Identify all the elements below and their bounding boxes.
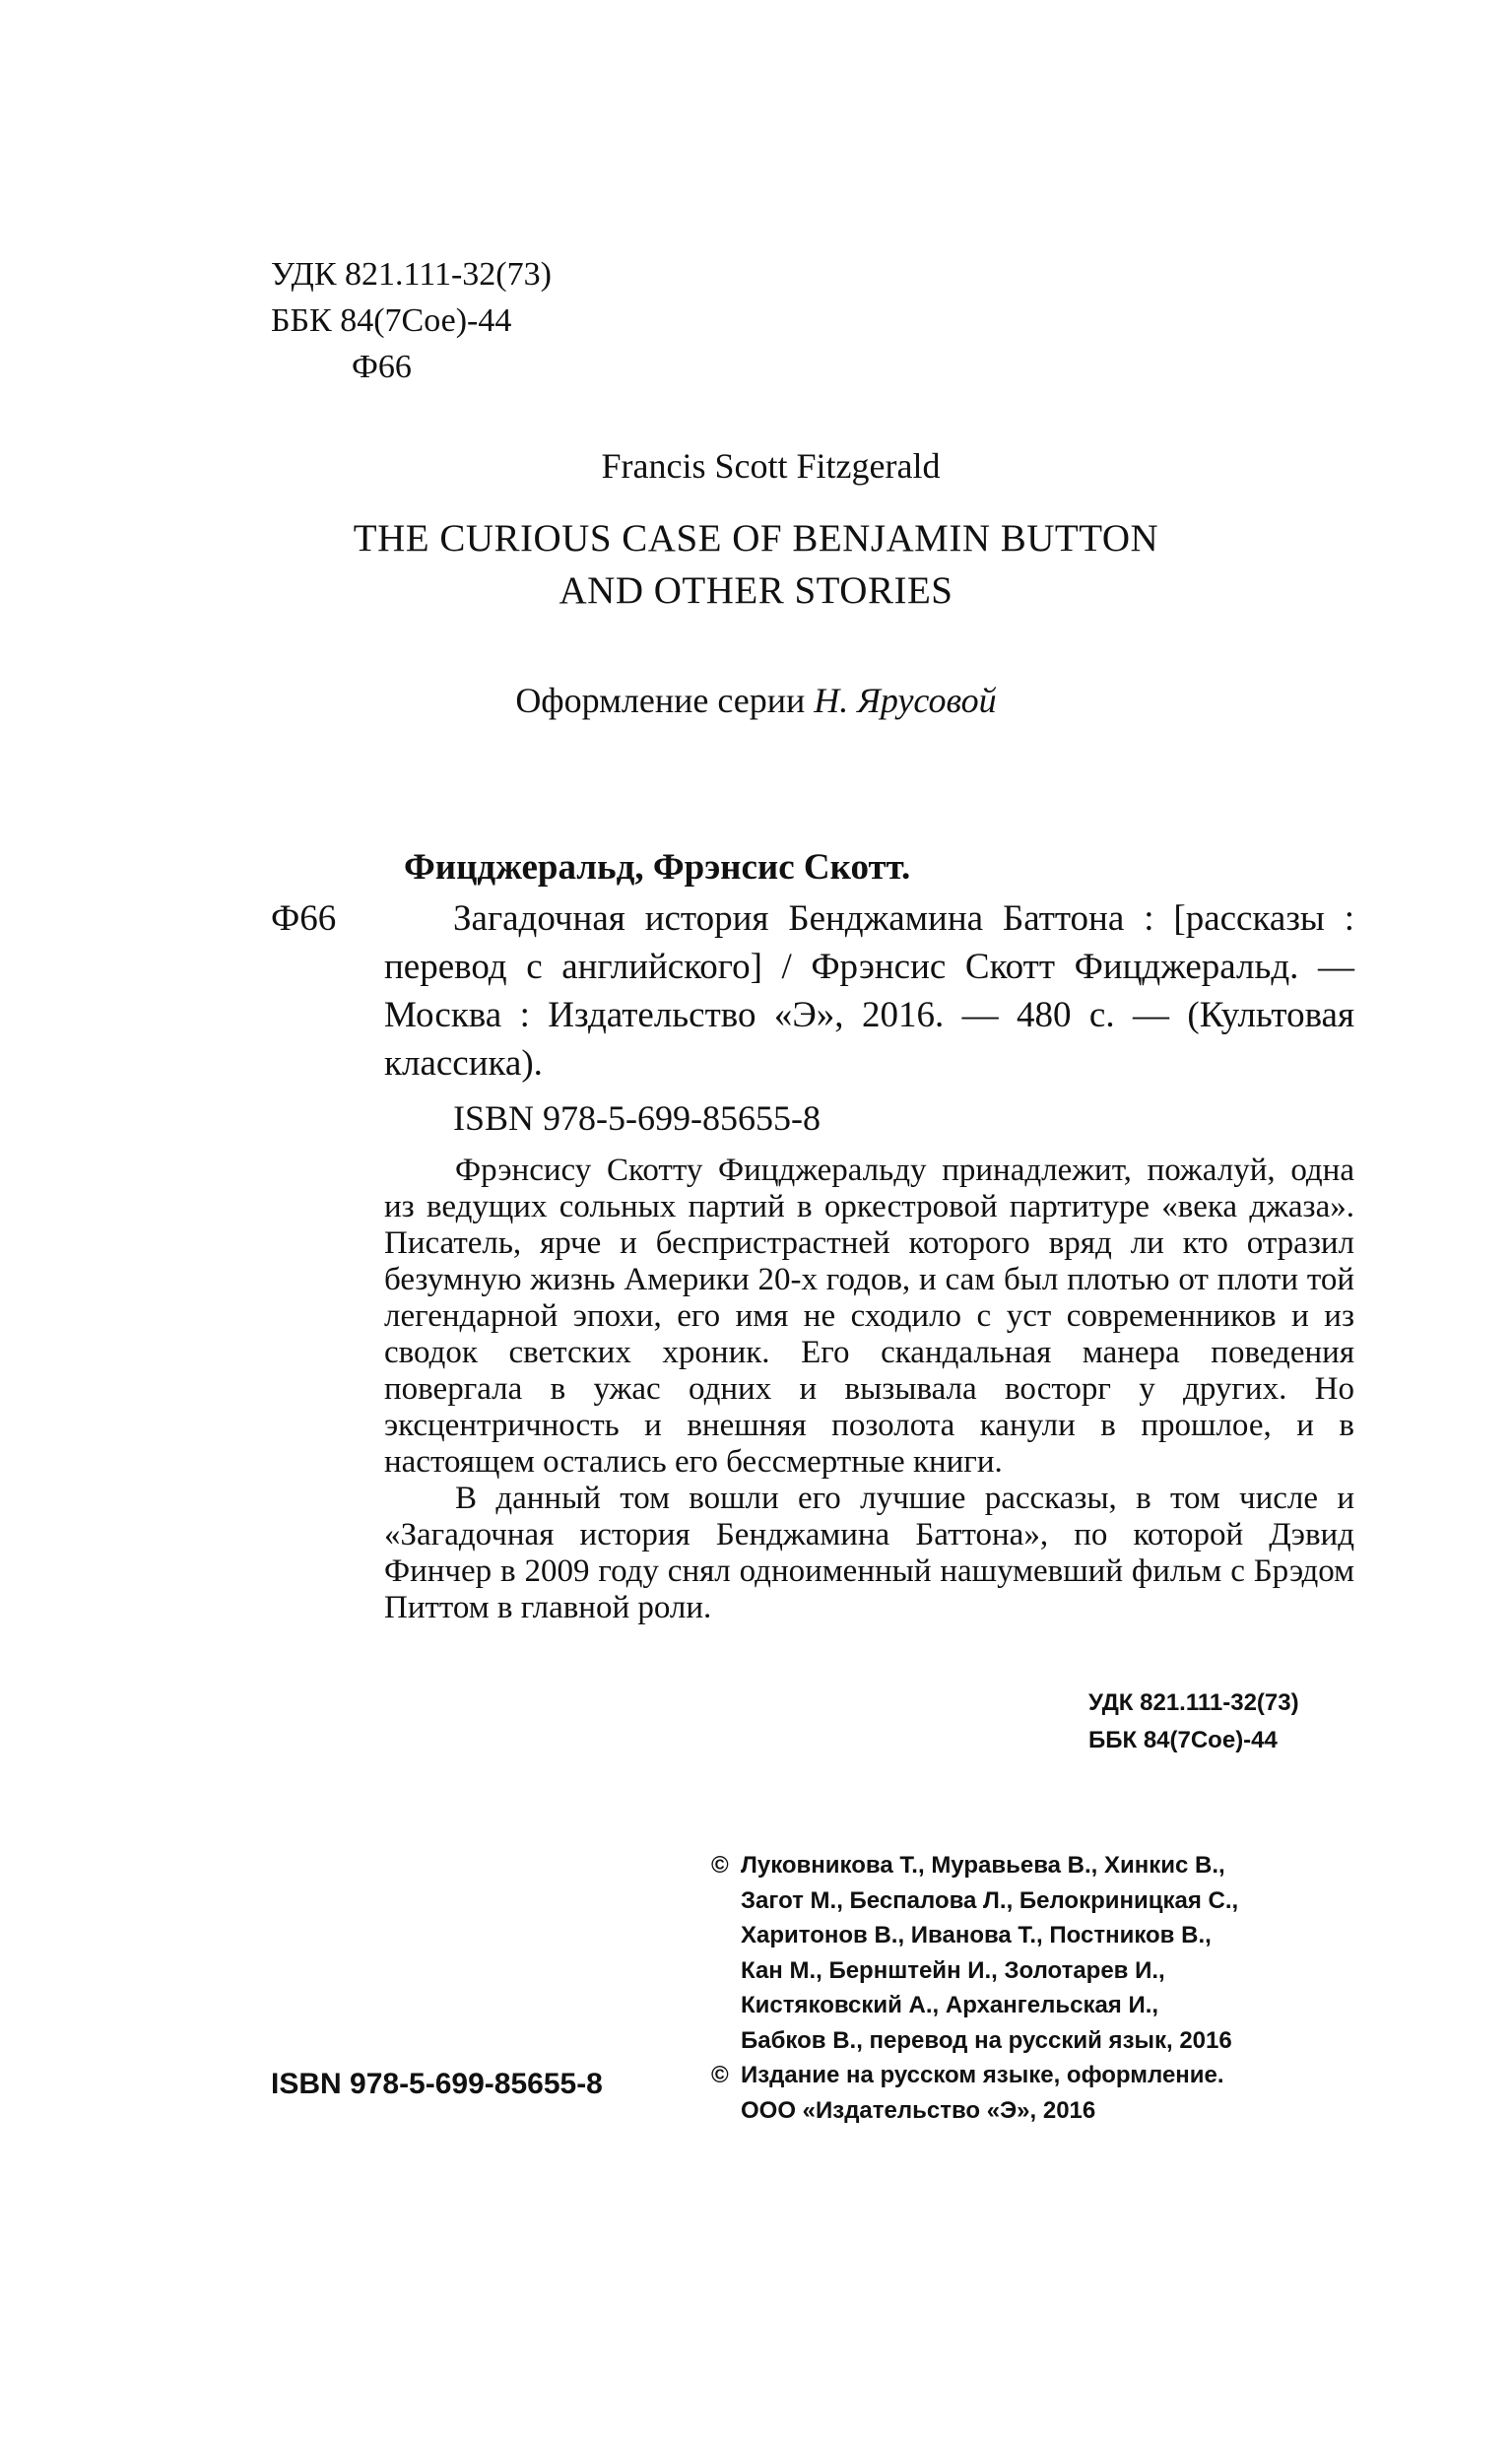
original-author: Francis Scott Fitzgerald <box>601 446 941 486</box>
annotation-paragraph: В данный том вошли его лучшие рассказы, в том числе и «Загадочная история Бенджамина Баттона», по которой Дэвид Финчер в 2009 году снял одноименный нашумевший фильм с Брэдом Питтом в главной роли. <box>384 1481 1354 1625</box>
classification-codes-top <box>271 251 552 390</box>
copyright-line: Луковникова Т., Муравьева В., Хинкис В., <box>741 1852 1225 1879</box>
series-design-credit <box>0 676 1512 725</box>
copyright-line: Кистяковский А., Архангельская И., <box>741 1992 1159 2018</box>
original-title <box>0 512 1512 617</box>
copyright-line: Издание на русском языке, оформление. <box>741 2062 1224 2088</box>
classification-codes-right <box>1088 1684 1299 1759</box>
annotation <box>384 1153 1354 1626</box>
original-title-line2: AND OTHER STORIES <box>559 569 953 612</box>
udk-code: УДК 821.111-32(73) <box>1088 1689 1299 1716</box>
original-title-line1: THE CURIOUS CASE OF BENJAMIN BUTTON <box>353 517 1159 560</box>
bbk-code: ББК 84(7Сое)-44 <box>1088 1727 1278 1753</box>
copyright-symbol: © <box>711 1852 729 1879</box>
series-designer-name: Н. Ярусовой <box>814 681 997 720</box>
catalog-author-heading: Фицджеральд, Фрэнсис Скотт. <box>404 847 911 888</box>
copyright-line: Харитонов В., Иванова Т., Постников В., <box>741 1922 1212 1948</box>
copyright-line: Кан М., Бернштейн И., Золотарев И., <box>741 1956 1165 1984</box>
isbn-bottom: ISBN 978-5-699-85655-8 <box>271 2068 603 2100</box>
copyright-translators <box>711 1848 1361 2058</box>
copyright-publisher <box>711 2058 1361 2128</box>
annotation-paragraph: Фрэнсису Скотту Фицджеральду принадлежит, пожалуй, одна из ведущих сольных партий в оркестровой партитуре «века джаза». Писатель, ярче и беспристрастней которого вряд ли кто отразил безумную жизнь Америки 20-х годов, и сам был плотью от плоти той легендарной эпохи, его имя не сходило с уст современников и из сводок светских хроник. Его скандальная манера поведения повергала в ужас одних и вызывала восторг у других. Но эксцентричность и внешняя позолота канули в прошлое, и в настоящем остались его бессмертные книги. <box>384 1153 1354 1480</box>
copyright-line: Бабков В., перевод на русский язык, 2016 <box>741 2026 1232 2054</box>
udk-code: УДК 821.111-32(73) <box>271 256 552 293</box>
copyright-line: ООО «Издательство «Э», 2016 <box>741 2096 1096 2124</box>
copyright-block <box>711 1848 1361 2128</box>
copyright-line: Загот М., Беспалова Л., Белокриницкая С., <box>741 1886 1239 1914</box>
catalog-description: Загадочная история Бенджамина Баттона : [рассказы : перевод с английского] / Фрэнсис Скотт Фицджеральд. — Москва : Издательство «Э», 2016. — 480 с. — (Культовая классика). <box>384 898 1354 1084</box>
catalog-isbn: ISBN 978-5-699-85655-8 <box>453 1098 821 1138</box>
series-design-label: Оформление серии <box>515 681 806 720</box>
author-sign: Ф66 <box>352 349 412 385</box>
bbk-code: ББК 84(7Сое)-44 <box>271 302 512 339</box>
catalog-author-sign: Ф66 <box>271 898 337 939</box>
copyright-symbol: © <box>711 2062 729 2088</box>
